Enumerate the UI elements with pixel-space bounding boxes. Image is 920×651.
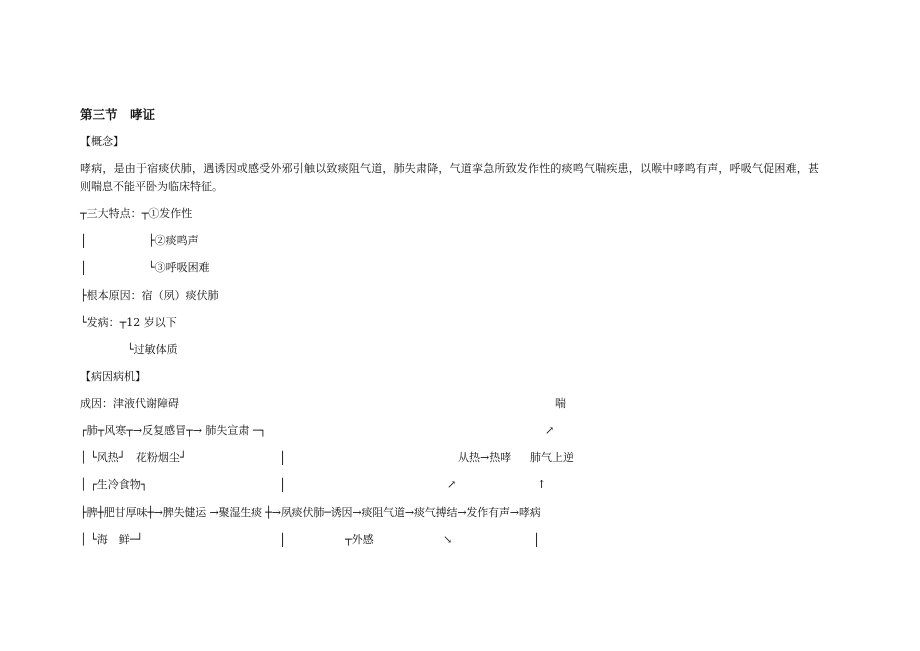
concept-text-line-1: 哮病，是由于宿痰伏肺，遇诱因或感受外邪引触以致痰阻气道，肺失肃降，气道挛急所致发作性的痰鸣气喘疾患，以喉中哮鸣有声，呼吸气促困难，甚 <box>80 162 820 175</box>
concept-heading: 【概念】 <box>80 135 124 148</box>
tree-row-phlegm-sound: ├②痰鸣声 <box>148 234 199 247</box>
flow-row-seafood: │ └海 鲜─┘ <box>80 533 143 546</box>
tree-row-root-cause: ├根本原因：宿（夙）痰伏肺 <box>80 289 219 302</box>
arrow-se-icon: ↘ <box>443 533 453 546</box>
flow-lung-qi-rising: 肺气上逆 <box>530 451 574 464</box>
tree-row-dyspnea: └③呼吸困难 <box>148 261 210 274</box>
tree-row-onset: └发病：┬12 岁以下 <box>80 316 177 329</box>
flow-row-spleen-main: ├脾┼肥甘厚味┼→脾失健运 →聚湿生痰 ┼→夙痰伏肺─诱因→痰阻气道→痰气搏结→发作有声→哮病 <box>80 506 541 519</box>
flow-row-wind-heat: │ └风热┘ 花粉烟尘┘ <box>80 451 187 464</box>
arrow-up-icon: ↑ <box>537 478 547 491</box>
flow-label-chuan: 喘 <box>555 397 566 410</box>
flow-connector: │ <box>279 451 287 465</box>
tree-connector: │ <box>80 234 88 248</box>
concept-text-line-2: 则喘息不能平卧为临床特征。 <box>80 180 223 193</box>
arrow-ne-icon: ↗ <box>545 424 555 437</box>
arrow-ne-icon: ↗ <box>447 478 457 491</box>
tree-row-allergic: └过敏体质 <box>127 343 178 356</box>
flow-heat-wheeze: 从热→热哮 <box>458 451 512 464</box>
flow-external-trigger: ┬外感 <box>345 533 374 546</box>
tree-row-three-features: ┬三大特点：┬①发作性 <box>80 207 193 220</box>
tree-connector: │ <box>80 261 88 275</box>
flow-row-cold-food: │ ┌生冷食物┐ <box>80 478 148 491</box>
flow-connector: │ <box>279 533 287 547</box>
flow-connector: │ <box>533 533 541 547</box>
flow-connector: │ <box>279 478 287 492</box>
flow-row-lung: ┌肺┬风寒┬→反复感冒┬→ 肺失宣肃 ─┐ <box>80 424 267 437</box>
section-title: 第三节 哮证 <box>80 107 156 122</box>
etiology-heading: 【病因病机】 <box>80 370 146 383</box>
flow-cause: 成因：津液代谢障碍 <box>80 397 179 410</box>
